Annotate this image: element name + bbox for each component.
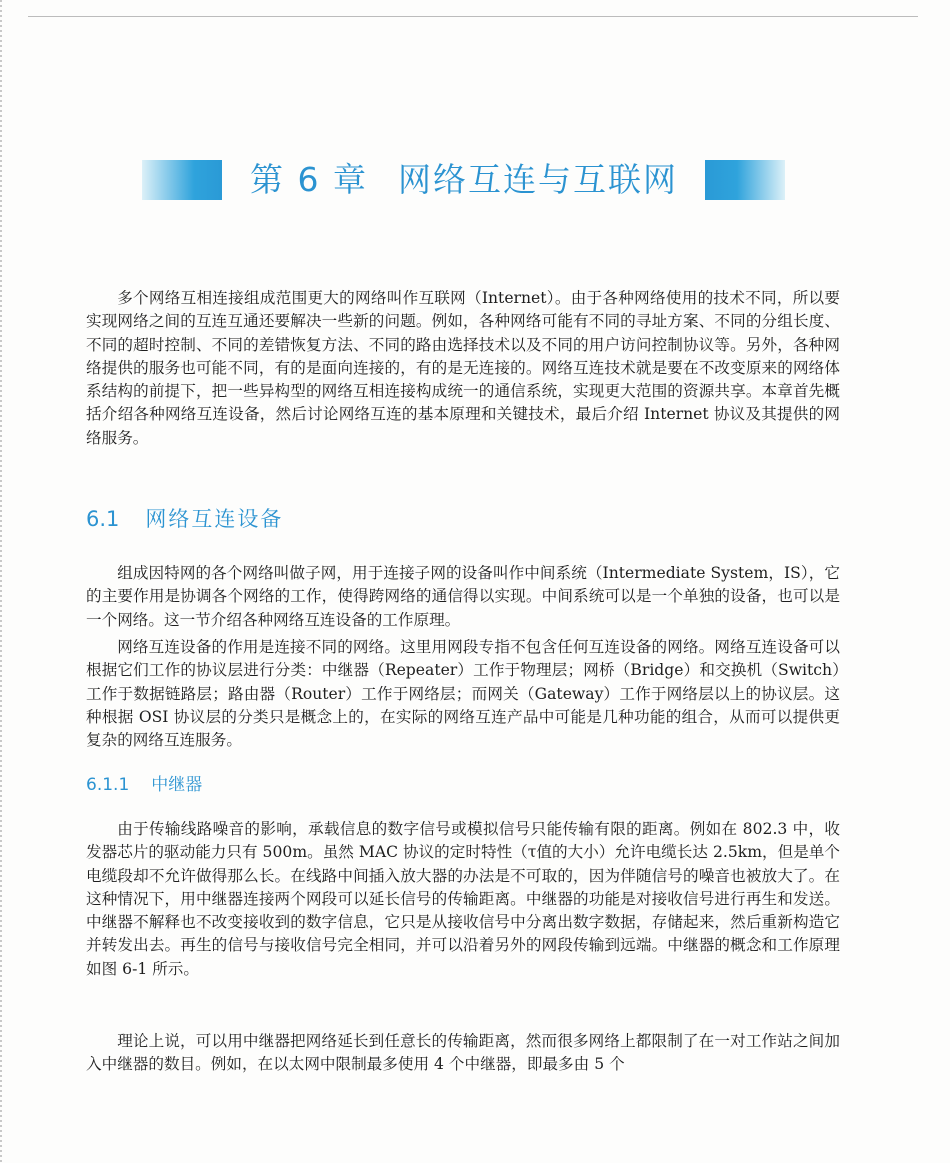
section-heading [86,503,283,533]
subsection-heading [86,770,202,795]
subsection-title: 中继器 [151,775,203,795]
banner-bar-right [705,160,785,200]
subsection-paragraph-2: 理论上说，可以用中继器把网络延长到任意长的传输距离，然而很多网络上都限制了在一对工作站之间加入中继器的数目。例如，在以太网中限制最多使用 4 个中继器，即最多由 5 个 [86,1032,840,1074]
section-title: 网络互连设备 [145,507,284,531]
chapter-banner [0,150,950,210]
banner-bar-left [142,160,222,200]
chapter-number: 第 6 章 [250,160,368,199]
chapter-title [232,156,696,204]
intro-paragraph: 多个网络互相连接组成范围更大的网络叫作互联网（Internet）。由于各种网络使用的技术不同，所以要实现网络之间的互连互通还要解决一些新的问题。例如，各种网络可能有不同的寻址方案、不同的分组长度、不同的超时控制、不同的差错恢复方法、不同的路由选择技术以及不同的用户访问控制协议等。另外，各种网络提供的服务也可能不同，有的是面向连接的，有的是无连接的。网络互连技术就是要在不改变原来的网络体系结构的前提下，把一些异构型的网络互相连接构成统一的通信系统，实现更大范围的资源共享。本章首先概括介绍各种网络互连设备，然后讨论网络互连的基本原理和关键技术，最后介绍 Internet 协议及其提供的网络服务。 [86,289,840,447]
section-paragraph-2: 网络互连设备的作用是连接不同的网络。这里用网段专指不包含任何互连设备的网络。网络互连设备可以根据它们工作的协议层进行分类：中继器（Repeater）工作于物理层；网桥（Bridge）和交换机（Switch）工作于数据链路层；路由器（Router）工作于网络层；而网关（Gateway）工作于网络层以上的协议层。这种根据 OSI 协议层的分类只是概念上的，在实际的网络互连产品中可能是几种功能的组合，从而可以提供更复杂的网络互连服务。 [86,638,840,750]
subsection-paragraph-1: 由于传输线路噪音的影响，承载信息的数字信号或模拟信号只能传输有限的距离。例如在 802.3 中，收发器芯片的驱动能力只有 500m。虽然 MAC 协议的定时特性（τ值的大小）允许电缆长达 2.5km，但是单个电缆段却不允许做得那么长。在线路中间插入放大器的办法是不可取的，因为伴随信号的噪音也被放大了。在这种情况下，用中继器连接两个网段可以延长信号的传输距离。中继器的功能是对接收信号进行再生和发送。中继器不解释也不改变接收到的数字信息，它只是从接收信号中分离出数字数据，存储起来，然后重新构造它并转发出去。再生的信号与接收信号完全相同，并可以沿着另外的网段传输到远端。中继器的概念和工作原理如图 6-1 所示。 [86,820,840,978]
subsection-number: 6.1.1 [86,775,130,795]
section-number: 6.1 [86,507,120,531]
header-rule [28,16,918,17]
chapter-title-text: 网络互连与互联网 [397,160,678,199]
section-paragraph-1: 组成因特网的各个网络叫做子网，用于连接子网的设备叫作中间系统（Intermediate System，IS），它的主要作用是协调各个网络的工作，使得跨网络的通信得以实现。中间系统可以是一个单独的设备，也可以是一个网络。这一节介绍各种网络互连设备的工作原理。 [86,564,840,629]
